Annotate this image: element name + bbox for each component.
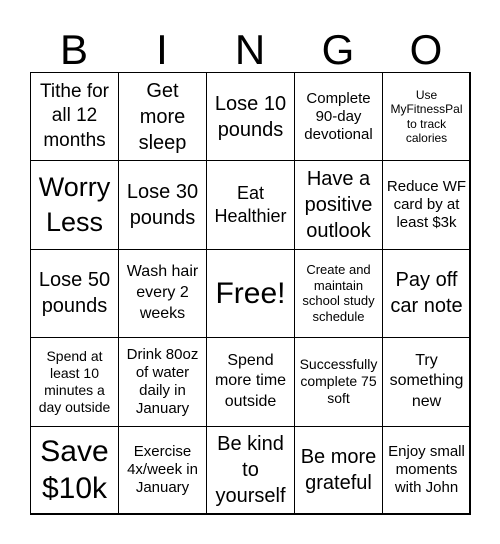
bingo-cell-text: Exercise 4x/week in January: [127, 443, 198, 497]
bingo-cell-text: Successfully complete 75 soft: [299, 356, 378, 407]
bingo-cell[interactable]: [30, 337, 119, 426]
bingo-board: [30, 72, 470, 514]
bingo-cell-text: Eat Healthier: [214, 182, 287, 227]
bingo-cell-text: Pay off car note: [390, 269, 463, 318]
header-letter-g: G: [321, 26, 355, 73]
bingo-cell-text: Complete 90-day devotional: [304, 89, 373, 143]
bingo-cell-text: Be more grateful: [300, 446, 377, 495]
bingo-cell-text: Save $10k: [40, 434, 109, 506]
bingo-cell-text: Be kind to yourself: [215, 433, 286, 508]
bingo-cell[interactable]: [30, 160, 119, 249]
bingo-cell-text: Try something new: [389, 351, 464, 411]
bingo-cell-text: Drink 80oz of water daily in January: [126, 345, 199, 417]
bingo-cell[interactable]: [206, 337, 295, 426]
bingo-cell[interactable]: [382, 337, 471, 426]
bingo-cell-text: Spend at least 10 minutes a day outside: [38, 347, 111, 415]
header-letter-n: N: [234, 26, 266, 73]
bingo-cell[interactable]: [206, 249, 295, 338]
bingo-cell[interactable]: [30, 72, 119, 161]
bingo-cell-text: Create and maintain school study schedule: [302, 262, 375, 325]
bingo-cell[interactable]: [118, 160, 207, 249]
bingo-cell[interactable]: [206, 160, 295, 249]
bingo-cell-text: Lose 10 pounds: [214, 92, 287, 141]
bingo-cell-text: Lose 30 pounds: [126, 181, 199, 230]
bingo-cell-text: Lose 50 pounds: [38, 269, 111, 318]
bingo-cell[interactable]: [294, 72, 383, 161]
bingo-cell[interactable]: [118, 72, 207, 161]
bingo-cell-text: Get more sleep: [138, 79, 187, 154]
bingo-cell-text: Reduce WF card by at least $3k: [386, 178, 467, 232]
bingo-cell-text: Use MyFitnessPal to track calories: [390, 87, 463, 146]
header-letter-b: B: [59, 26, 88, 73]
bingo-cell[interactable]: [206, 72, 295, 161]
bingo-cell[interactable]: [382, 426, 471, 515]
bingo-cell[interactable]: [118, 337, 207, 426]
bingo-cell[interactable]: [382, 72, 471, 161]
header-letter-i: I: [156, 26, 168, 73]
bingo-cell[interactable]: [382, 160, 471, 249]
bingo-cell-text: Worry Less: [38, 171, 111, 238]
bingo-cell-text: Have a positive outlook: [304, 168, 373, 243]
bingo-cell[interactable]: [206, 426, 295, 515]
bingo-cell-text: Enjoy small moments with John: [388, 443, 465, 497]
bingo-cell-text: Spend more time outside: [214, 351, 287, 411]
bingo-cell[interactable]: [294, 160, 383, 249]
bingo-cell[interactable]: [30, 249, 119, 338]
bingo-cell[interactable]: [294, 249, 383, 338]
bingo-header: [30, 28, 470, 72]
bingo-cell-text: Free!: [215, 276, 286, 310]
bingo-cell[interactable]: [30, 426, 119, 515]
bingo-cell-text: Tithe for all 12 months: [40, 80, 109, 152]
bingo-cell[interactable]: [118, 426, 207, 515]
bingo-cell[interactable]: [382, 249, 471, 338]
bingo-cell[interactable]: [294, 337, 383, 426]
bingo-cell[interactable]: [294, 426, 383, 515]
bingo-cell-text: Wash hair every 2 weeks: [126, 263, 199, 322]
header-letter-o: O: [409, 26, 443, 73]
bingo-cell[interactable]: [118, 249, 207, 338]
